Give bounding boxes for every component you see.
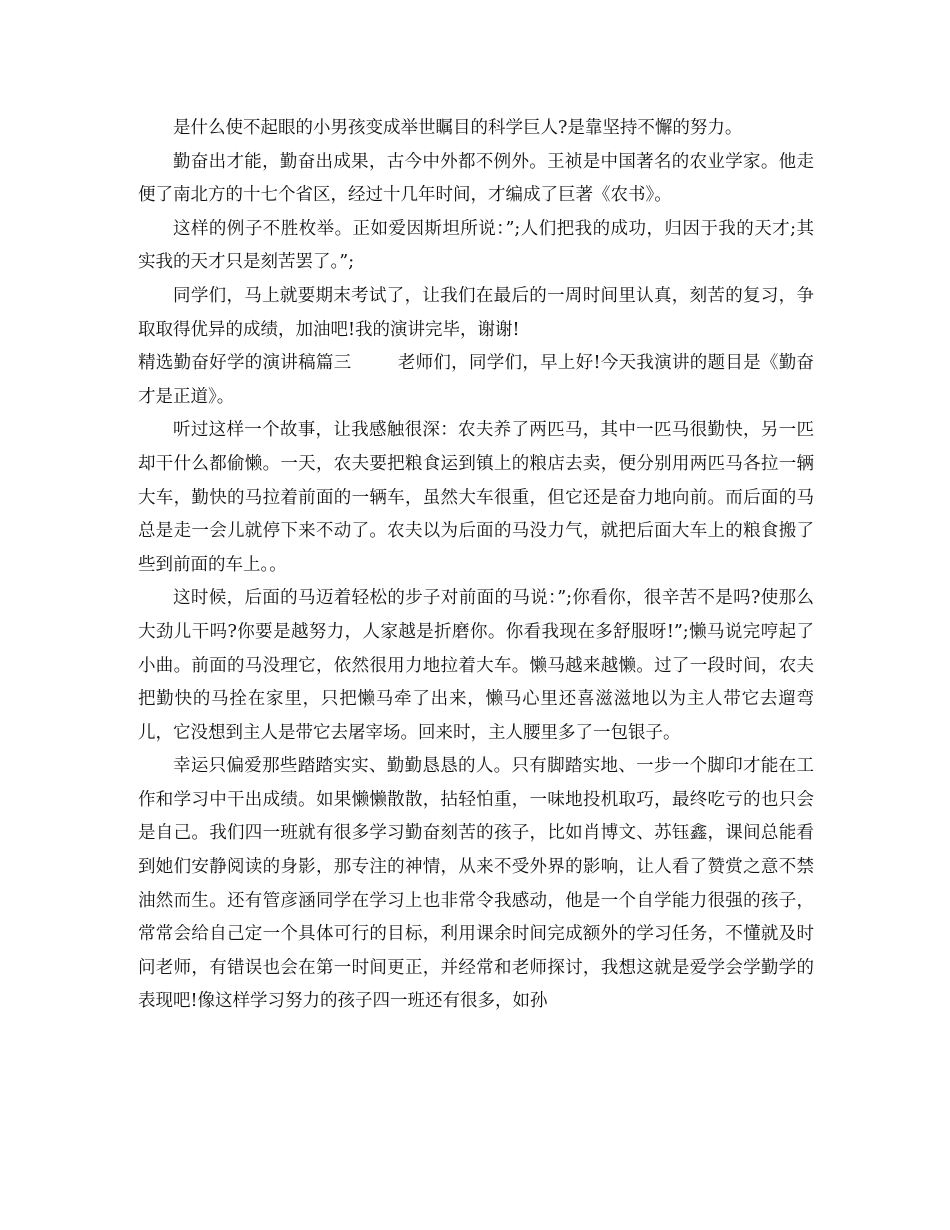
- paragraph-intro-question: 是什么使不起眼的小男孩变成举世瞩目的科学巨人?是靠坚持不懈的努力。: [173, 118, 743, 138]
- document-body: [138, 112, 814, 1019]
- paragraph-horse-story: 听过这样一个故事，让我感触很深：农夫养了两匹马，其中一匹马很勤快，另一匹却干什么都偷懒。一天，农夫要把粮食运到镇上的粮店去卖，便分别用两匹马各拉一辆大车，勤快的马拉着前面的一辆车，虽然大车很重，但它还是奋力地向前。而后面的马总是走一会儿就停下来不动了。农夫以为后面的马没力气，就把后面大车上的粮食搬了些到前面的车上。。: [138, 420, 814, 575]
- paragraph-diligent-students: 幸运只偏爱那些踏踏实实、勤勤恳恳的人。只有脚踏实地、一步一个脚印才能在工作和学习中干出成绩。如果懒懒散散，拈轻怕重，一味地投机取巧，最终吃亏的也只会是自己。我们四一班就有很多学习勤奋刻苦的孩子，比如肖博文、苏钰鑫，课间总能看到她们安静阅读的身影，那专注的神情，从来不受外界的影响，让人看了赞赏之意不禁油然而生。还有管彦涵同学在学习上也非常令我感动，他是一个自学能力很强的孩子，常常会给自己定一个具体可行的目标，利用课余时间完成额外的学习任务，不懂就及时问老师，有错误也会在第一时间更正，并经常和老师探讨，我想这就是爱学会学勤学的表现吧!像这样学习努力的孩子四一班还有很多，如孙: [138, 756, 814, 1012]
- paragraph-wang-zhen: 勤奋出才能，勤奋出成果，古今中外都不例外。王祯是中国著名的农业学家。他走便了南北方的十七个省区，经过十几年时间，才编成了巨著《农书》。: [138, 151, 814, 206]
- paragraph-exam-closing: 同学们，马上就要期末考试了，让我们在最后的一周时间里认真，刻苦的复习，争取取得优异的成绩，加油吧!我的演讲完毕，谢谢!: [138, 285, 814, 340]
- paragraph-einstein-quote: 这样的例子不胜枚举。正如爱因斯坦所说：”;人们把我的成功，归因于我的天才;其实我的天才只是刻苦罢了。”;: [138, 218, 814, 273]
- section-heading-line: [138, 347, 814, 414]
- section-title: 精选勤奋好学的演讲稿篇三: [138, 353, 352, 374]
- paragraph-lazy-horse: 这时候，后面的马迈着轻松的步子对前面的马说：”;你看你，很辛苦不是吗?使那么大劲儿干吗?你要是越努力，人家越是折磨你。你看我现在多舒服呀!”;懒马说完哼起了小曲。前面的马没理它，依然很用力地拉着大车。懒马越来越懒。过了一段时间，农夫把勤快的马拴在家里，只把懒马牵了出来，懒马心里还喜滋滋地以为主人带它去遛弯儿，它没想到主人是带它去屠宰场。回来时，主人腰里多了一包银子。: [138, 588, 814, 743]
- section-opening: 老师们，同学们，早上好!今天我演讲的题目是《勤奋才是正道》。: [138, 353, 815, 407]
